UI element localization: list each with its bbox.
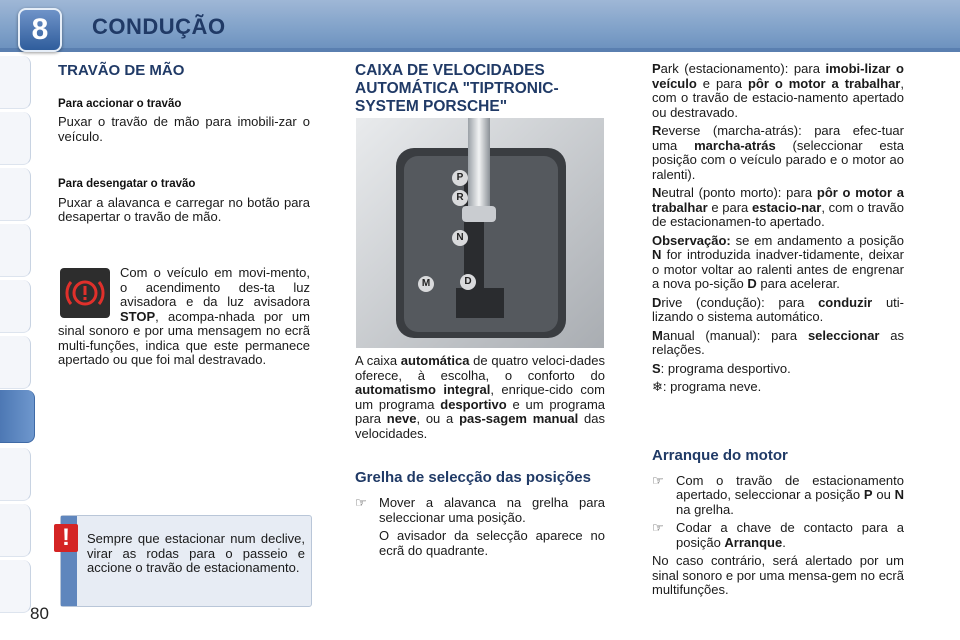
left-column	[58, 64, 310, 225]
chapter-tab[interactable]	[0, 168, 31, 221]
gearbox-intro: A caixa automática de quatro veloci-dades oferece, à escolha, o conforto do automatismo integral, enrique-cido com um programa desportivo e um programa para neve, ou a pas-sagem manual das velocidades.	[355, 353, 606, 441]
chapter-tab[interactable]	[0, 336, 31, 389]
chapter-title: CONDUÇÃO	[92, 14, 226, 39]
engage-title: Para accionar o travão	[58, 97, 182, 110]
engine-start-heading: Arranque do motor	[652, 446, 788, 464]
manual-item: Manual (manual): para seleccionar as relações.	[652, 327, 904, 357]
release-title: Para desengatar o travão	[58, 178, 196, 190]
grid-bullet	[355, 496, 605, 558]
grid-note-text: O avisador da selecção aparece no ecrã do quadrante.	[379, 528, 605, 558]
chapter-tabs	[0, 52, 34, 612]
chapter-tab[interactable]	[0, 56, 31, 109]
grid-heading: Grelha de selecção das posições	[355, 469, 591, 486]
handbrake-heading: TRAVÃO DE MÃO	[58, 62, 185, 79]
warning-text-part: Com o veículo em movi-mento, o acendimento des-ta luz avisadora e da luz avisadora	[120, 265, 310, 309]
chapter-tab[interactable]	[0, 504, 31, 557]
chapter-tab[interactable]	[0, 112, 31, 165]
chapter-tab[interactable]	[0, 224, 31, 277]
neutral-item: Neutral (ponto morto): para pôr o motor a trabalhar e para estacio-nar, com o travão de estacionamen-to apertado.	[652, 185, 904, 229]
reverse-item: Reverse (marcha-atrás): para efec-tuar uma marcha-atrás (seleccionar esta posição com o veículo parado e o motor ao ralenti).	[652, 123, 904, 182]
right-column	[652, 62, 904, 598]
start-bullet-2: ☞ Codar a chave de contacto para a posição Arranque.	[652, 520, 904, 550]
note-text: Sempre que estacionar num declive, virar as rodas para o passeio e accione o travão de estacionamento.	[87, 531, 305, 575]
gate-label-r: R	[452, 190, 468, 206]
pointing-hand-icon: ☞	[652, 520, 664, 535]
middle-column-body	[355, 354, 605, 558]
grid-bullet-text: Mover a alavanca na grelha para seleccionar uma posição.	[379, 495, 605, 525]
release-text: Puxar a alavanca e carregar no botão para desapertar o travão de mão.	[58, 194, 310, 224]
park-item: Park (estacionamento): para imobi-lizar o veículo e para pôr o motor a trabalhar, com o travão de estacio-namento apertado ou destravado.	[652, 61, 904, 120]
chapter-badge: 8	[18, 8, 62, 52]
sport-item: S: programa desportivo.	[652, 360, 791, 376]
chapter-tab[interactable]	[0, 560, 31, 613]
gate-label-n: N	[452, 230, 468, 246]
pointing-hand-icon: ☞	[652, 472, 664, 488]
warning-light-paragraph	[58, 266, 310, 368]
snowflake-icon: ❄	[652, 379, 663, 394]
gate-label-d: D	[460, 274, 476, 290]
snow-item: ❄: programa neve.	[652, 379, 762, 394]
stop-keyword: STOP	[120, 308, 156, 324]
warning-text-part: , acompa-nhada por um sinal sonoro e por uma mensagem no ecrã multi-funções, indica que este permanece apertado ou que foi mal destravado.	[58, 308, 310, 367]
gate-label-p: P	[452, 170, 468, 186]
chapter-tab[interactable]	[0, 448, 31, 501]
drive-item: Drive (condução): para conduzir uti-lizando o sistema automático.	[652, 294, 904, 324]
chapter-tab[interactable]	[0, 280, 31, 333]
pointing-hand-icon: ☞	[355, 495, 367, 510]
gearbox-heading: CAIXA DE VELOCIDADES AUTOMÁTICA "TIPTRONIC-SYSTEM PORSCHE"	[355, 62, 559, 115]
engage-text: Puxar o travão de mão para imobili-zar o veículo.	[58, 114, 310, 144]
header-rule	[0, 48, 960, 52]
chapter-tab-active[interactable]	[0, 390, 35, 443]
middle-column-header	[355, 62, 605, 116]
page-number: 80	[30, 604, 49, 623]
gate-label-m: M	[418, 276, 434, 292]
note-box	[60, 515, 312, 607]
observation-item: Observação: se em andamento a posição N for introduzida inadver-tidamente, deixar o motor voltar ao ralenti antes de engrenar a nova po-sição D para acelerar.	[652, 232, 904, 291]
start-bullet-1: ☞ Com o travão de estacionamento apertado, seleccionar a posição P ou N na grelha.	[652, 472, 904, 517]
exclamation-icon: !	[54, 524, 78, 552]
start-fallback-text: No caso contrário, será alertado por um sinal sonoro e por uma mensa-gem no ecrã multifunções.	[652, 553, 904, 597]
page-header	[0, 0, 960, 52]
gear-selector-photo	[356, 118, 604, 348]
